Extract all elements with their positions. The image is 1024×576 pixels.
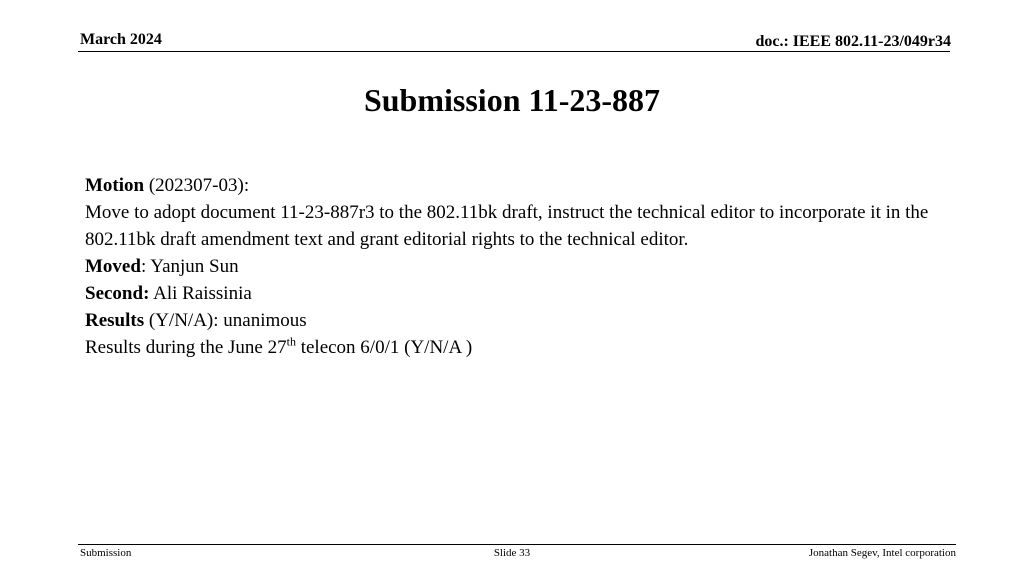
slide-title: Submission 11-23-887 [363,82,661,118]
motion-text: Move to adopt document 11-23-887r3 to the 802.11bk draft, instruct the technical editor to incorporate it in the 802.11bk draft amendment text and grant editorial rights to the technical editor. [85,202,929,250]
telecon-suffix: telecon 6/0/1 (Y/N/A ) [295,337,473,358]
motion-label: Motion [85,175,145,196]
telecon-sup: th [286,334,296,349]
results-line [85,307,965,334]
results-value: (Y/N/A): unanimous [144,310,307,331]
second-line [85,280,965,307]
telecon-prefix: Results during the June 27 [85,337,287,358]
footer-author: Jonathan Segev, Intel corporation [808,547,956,559]
motion-heading [85,172,965,199]
moved-label: Moved [85,256,141,277]
footer-divider [78,544,956,545]
second-label: Second: [85,283,150,304]
results-label: Results [85,310,145,331]
moved-value: : Yanjun Sun [140,256,239,277]
motion-id: (202307-03): [144,175,250,196]
header-doc-id: doc.: IEEE 802.11-23/049r34 [755,33,951,50]
header-date: March 2024 [80,31,162,48]
moved-line [85,253,965,280]
footer-slide-number: Slide 33 [493,547,531,559]
second-value: Ali Raissinia [149,283,252,304]
slide-body [85,172,965,361]
footer-left: Submission [80,547,132,559]
telecon-results-line [85,334,965,361]
header-divider [78,51,950,52]
